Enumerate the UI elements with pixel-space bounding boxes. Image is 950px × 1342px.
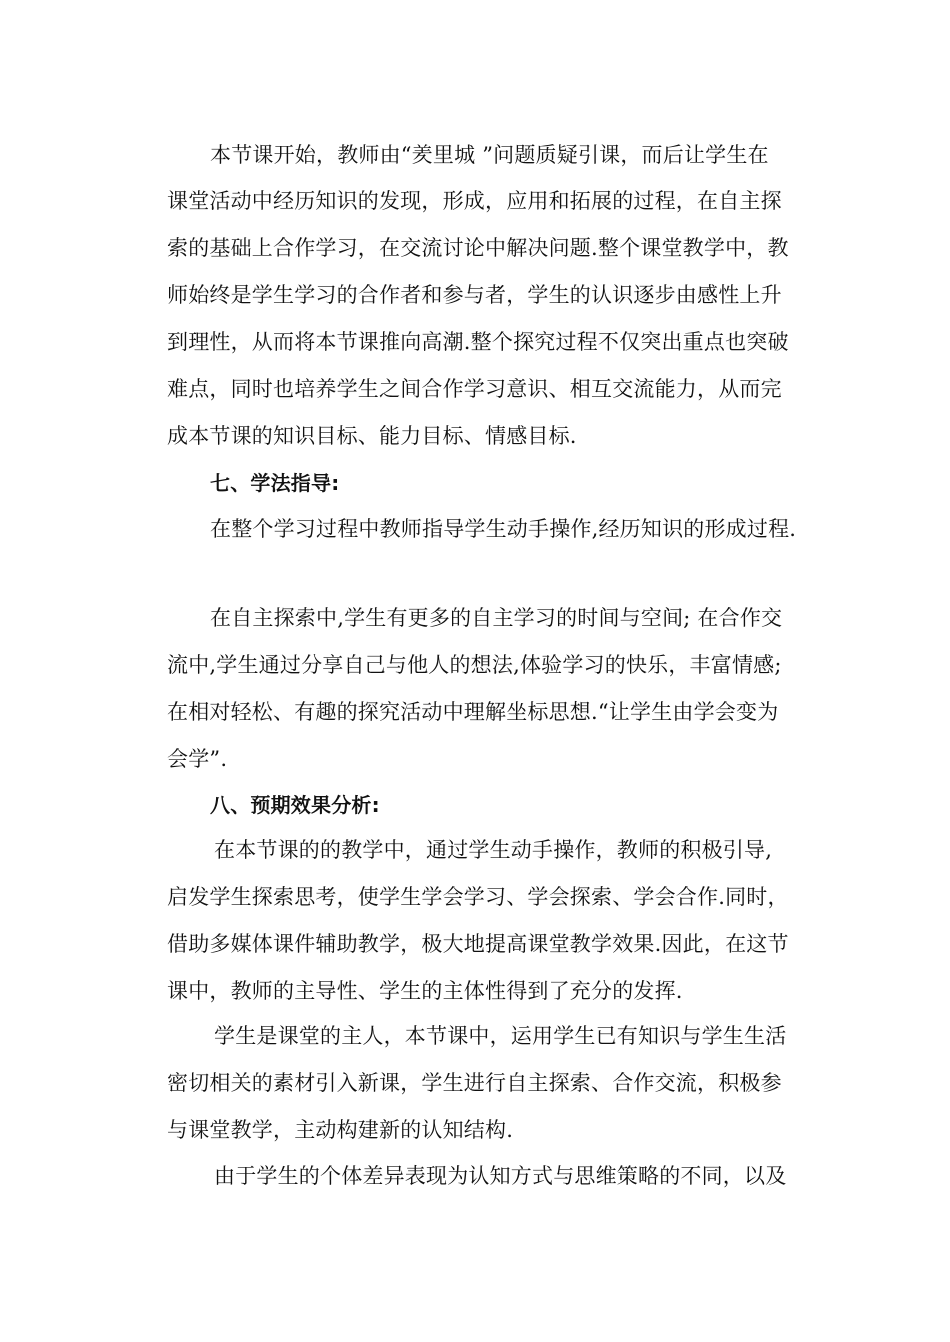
paragraph-line: 学生是课堂的主人，本节课中，运用学生已有知识与学生生活: [214, 1024, 787, 1048]
paragraph-line: 与课堂教学，主动构建新的认知结构.: [167, 1118, 514, 1142]
paragraph-line: 师始终是学生学习的合作者和参与者，学生的认识逐步由感性上升: [167, 283, 782, 307]
section-heading: 八、预期效果分析:: [210, 793, 380, 817]
paragraph-line: 课堂活动中经历知识的发现，形成，应用和拓展的过程，在自主探: [167, 189, 782, 213]
paragraph-line: 借助多媒体课件辅助教学，极大地提高课堂教学效果.因此，在这节: [167, 932, 789, 956]
paragraph-line: 成本节课的知识目标、能力目标、情感目标.: [167, 424, 577, 448]
section-heading: 七、学法指导:: [210, 471, 340, 495]
paragraph-line: 课中，教师的主导性、学生的主体性得到了充分的发挥.: [167, 979, 683, 1003]
paragraph-line: 在自主探索中,学生有更多的自主学习的时间与空间; 在合作交: [210, 606, 783, 630]
paragraph-line: 本节课开始，教师由“羑里城 ”问题质疑引课，而后让学生在: [210, 143, 769, 167]
paragraph-line: 到理性，从而将本节课推向高潮.整个探究过程不仅突出重点也突破: [167, 330, 789, 354]
paragraph-line: 在相对轻松、有趣的探究活动中理解坐标思想.“让学生由学会变为: [167, 700, 779, 724]
paragraph-line: 在整个学习过程中教师指导学生动手操作,经历知识的形成过程.: [210, 517, 797, 541]
paragraph-line: 流中,学生通过分享自己与他人的想法,体验学习的快乐，丰富情感;: [167, 653, 782, 677]
paragraph-line: 难点，同时也培养学生之间合作学习意识、相互交流能力，从而完: [167, 377, 782, 401]
paragraph-line: 启发学生探索思考，使学生学会学习、学会探索、学会合作.同时，: [167, 885, 789, 909]
paragraph-line: 索的基础上合作学习，在交流讨论中解决问题.整个课堂教学中，教: [167, 236, 789, 260]
paragraph-line: 密切相关的素材引入新课，学生进行自主探索、合作交流，积极参: [167, 1071, 782, 1095]
paragraph-line: 由于学生的个体差异表现为认知方式与思维策略的不同，以及: [214, 1164, 787, 1188]
paragraph-line: 在本节课的的教学中，通过学生动手操作，教师的积极引导,: [214, 838, 773, 862]
paragraph-line: 会学”.: [167, 747, 228, 771]
